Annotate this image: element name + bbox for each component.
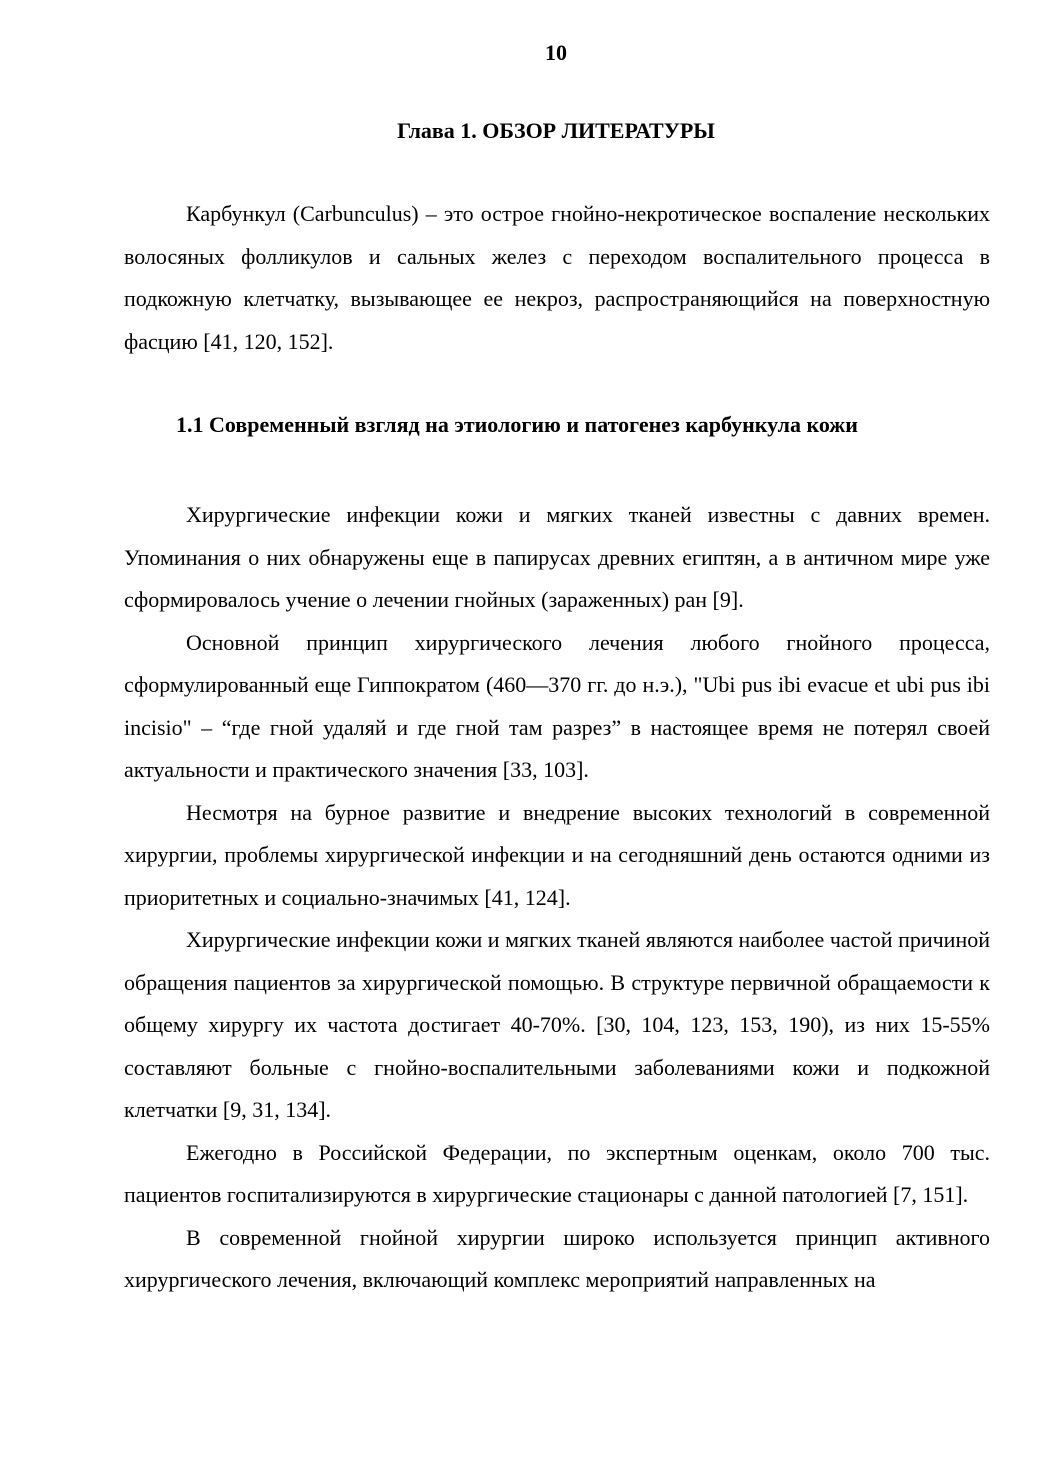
paragraph-4: Хирургические инфекции кожи и мягких тканей являются наиболее частой причиной обращения пациентов за хирургической помощью. В структуре первичной обращаемости к общему хирургу их частота достигает 40-70%. [30, 104, 123, 153, 190), из них 15-55% составляют больные с гнойно-воспалительными заболеваниями кожи и подкожной клетчатки [9, 31, 134]. — [124, 927, 990, 1122]
chapter-title: Глава 1. ОБЗОР ЛИТЕРАТУРЫ — [397, 118, 715, 143]
paragraph-1: Хирургические инфекции кожи и мягких тканей известны с давних времен. Упоминания о них обнаружены еще в папирусах древних египтян, а в античном мире уже сформировалось учение о лечении гнойных (зараженных) ран [9]. — [124, 502, 990, 612]
paragraph-6: В современной гнойной хирургии широко используется принцип активного хирургического лечения, включающий комплекс мероприятий направленных на — [124, 1224, 990, 1292]
paragraph-5: Ежегодно в Российской Федерации, по экспертным оценкам, около 700 тыс. пациентов госпитализируются в хирургические стационары с данной патологией [7, 151]. — [124, 1139, 990, 1207]
body-text — [124, 494, 990, 1302]
paragraph-2: Основной принцип хирургического лечения любого гнойного процесса, сформулированный еще Гиппократом (460—370 гг. до н.э.), "Ubi pus ibi evacue et ubi pus ibi incisio" – “где гной удаляй и где гной там разрез” в настоящее время не потерял своей актуальности и практического значения [33, 103]. — [124, 629, 990, 782]
intro-paragraph: Карбункул (Carbunculus) – это острое гнойно-некротическое воспаление нескольких волосяных фолликулов и сальных желез с переходом воспалительного процесса в подкожную клетчатку, вызывающее ее некроз, распространяющийся на поверхностную фасцию [41, 120, 152]. — [124, 201, 990, 354]
section-title: 1.1 Современный взгляд на этиологию и патогенез карбункула кожи — [176, 412, 858, 437]
intro-text — [124, 193, 990, 363]
paragraph-3: Несмотря на бурное развитие и внедрение высоких технологий в современной хирургии, проблемы хирургической инфекции и на сегодняшний день остаются одними из приоритетных и социально-значимых [41, 124]. — [124, 799, 990, 910]
page-number: 10 — [545, 40, 567, 65]
